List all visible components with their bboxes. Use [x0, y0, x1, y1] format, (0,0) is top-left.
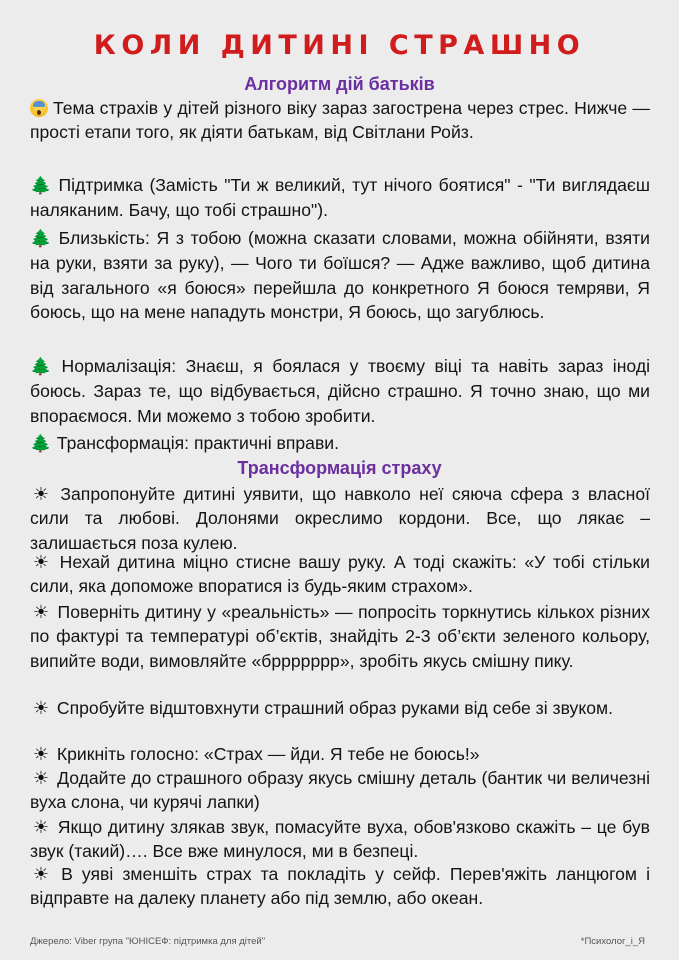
sun-icon: ☀ — [32, 484, 50, 504]
subtitle-algorithm: Алгоритм дій батьків — [244, 74, 435, 94]
sun-icon: ☀ — [32, 602, 50, 622]
sun-icon: ☀ — [32, 698, 50, 718]
tree-icon: 🌲 — [30, 176, 52, 195]
step-1 — [30, 173, 650, 223]
tree-icon: 🌲 — [30, 229, 52, 248]
exercise-8-text: В уяві зменшіть страх та покладіть у сейф. Перев'яжіть ланцюгом і відправте на далеку планету або під землю, або океан. — [30, 864, 651, 909]
exercise-7-text: Якщо дитину злякав звук, помасуйте вуха, обов'язково скажіть – це був звук (такий)…. Все вже минулося, ми в безпеці. — [30, 817, 650, 862]
intro-paragraph — [30, 96, 650, 145]
step-2 — [30, 226, 650, 324]
step-4 — [30, 431, 650, 456]
exercise-3-text: Поверніть дитину у «реальність» — попросіть торкнутись кількох різних по фактурі та температурі об’єктів, знайдіть 2-3 об’єкти зеленого кольору, випийте води, вимовляйте «бррррррр», зробіть якусь смішну пику. — [30, 602, 651, 671]
step-1-text: Підтримка (Замість "Ти ж великий, тут нічого боятися" - "Ти виглядаєш наляканим. Бачу, що тобі страшно"). — [30, 175, 651, 221]
exercise-1-text: Запропонуйте дитині уявити, що навколо неї сяюча сфера з власної сили та любові. Долонями окреслимо кордони. Все, що лякає – залишається поза кулею. — [30, 484, 650, 553]
page-title: КОЛИ ДИТИНІ СТРАШНО — [93, 30, 586, 61]
exercise-7 — [30, 815, 650, 864]
tree-icon: 🌲 — [30, 434, 52, 453]
intro-text: Тема страхів у дітей різного віку зараз загострена через стрес. Нижче — прості етапи того, як діяти батькам, від Світлани Ройз. — [30, 98, 650, 143]
exercise-3 — [30, 600, 650, 673]
exercise-1 — [30, 482, 650, 555]
tree-icon: 🌲 — [30, 357, 52, 376]
author-footnote: *Психолог_і_Я — [580, 936, 645, 947]
exercise-2 — [30, 550, 650, 599]
step-2-text: Близькість: Я з тобою (можна сказати словами, можна обійняти, взяти на руки, взяти за руку), — Чого ти боїшся? — Адже важливо, щоб дитина від загального «я боюся» перейшла до конкретного Я боюся темряви, Я боюсь, що на мене нападуть монстри, Я боюсь, що загублюсь. — [30, 228, 650, 322]
scared-face-icon — [30, 99, 48, 117]
sun-icon: ☀ — [32, 744, 50, 764]
step-3-text: Нормалізація: Знаєш, я боялася у твоєму віці та навіть зараз іноді боюсь. Зараз те, що відбувається, дійсно страшно. Я точно знаю, що ми впораємося. Ми можемо з тобою зробити. — [30, 356, 650, 426]
exercise-6 — [30, 766, 650, 815]
sun-icon: ☀ — [32, 552, 50, 572]
exercise-5 — [30, 742, 650, 766]
exercise-4 — [30, 696, 650, 720]
step-4-text: Трансформація: практичні вправи. — [56, 433, 340, 453]
sun-icon: ☀ — [32, 864, 50, 884]
exercise-4-text: Спробуйте відштовхнути страшний образ руками від себе зі звуком. — [56, 698, 614, 718]
subtitle-transformation: Трансформація страху — [237, 458, 442, 478]
exercise-8 — [30, 862, 650, 911]
exercise-2-text: Нехай дитина міцно стисне вашу руку. А тоді скажіть: «У тобі стільки сили, яка допоможе впоратися із будь-яким страхом». — [30, 552, 650, 597]
exercise-6-text: Додайте до страшного образу якусь смішну деталь (бантик чи величезні вуха слона, чи курячі лапки) — [30, 768, 650, 813]
step-3 — [30, 354, 650, 428]
exercise-5-text: Крикніть голосно: «Страх — йди. Я тебе не боюсь!» — [56, 744, 480, 764]
source-footnote: Джерело: Viber група "ЮНІСЕФ: підтримка для дітей" — [30, 936, 266, 947]
sun-icon: ☀ — [32, 768, 50, 788]
sun-icon: ☀ — [32, 817, 50, 837]
